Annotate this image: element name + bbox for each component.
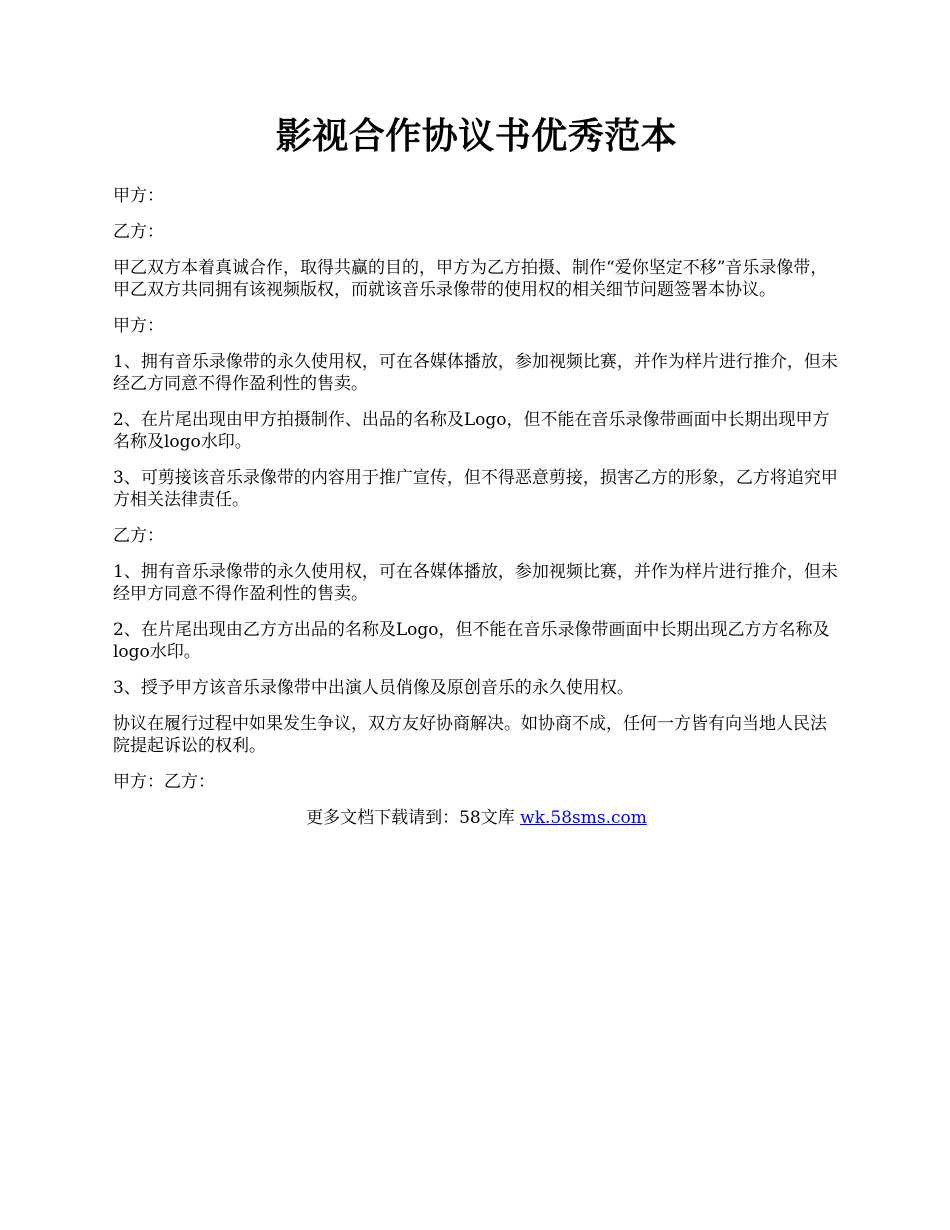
document-title: 影视合作协议书优秀范本 xyxy=(275,115,678,157)
party-b-clause-3: 3、授予甲方该音乐录像带中出演人员俏像及原创音乐的永久使用权。 xyxy=(113,678,634,698)
signature-line: 甲方：乙方： xyxy=(113,772,215,792)
party-a-section-heading: 甲方： xyxy=(113,316,164,336)
document-page xyxy=(113,112,840,829)
download-footer xyxy=(113,807,840,829)
party-a-clause-1: 1、拥有音乐录像带的永久使用权，可在各媒体播放，参加视频比赛，并作为样片进行推介，但未经乙方同意不得作盈利性的售卖。 xyxy=(113,352,838,394)
party-b-section-heading: 乙方： xyxy=(113,526,164,546)
intro-paragraph: 甲乙双方本着真诚合作，取得共赢的目的，甲方为乙方拍摄、制作“爱你坚定不移”音乐录像带，甲乙双方共同拥有该视频版权，而就该音乐录像带的使用权的相关细节问题签署本协议。 xyxy=(113,258,828,300)
footer-link[interactable]: wk.58sms.com xyxy=(520,808,647,828)
party-a-clause-2: 2、在片尾出现由甲方拍摄制作、出品的名称及Logo，但不能在音乐录像带画面中长期出现甲方名称及logo水印。 xyxy=(113,410,830,452)
party-b-label: 乙方： xyxy=(113,222,164,242)
party-a-label: 甲方： xyxy=(113,186,164,206)
party-b-clause-2: 2、在片尾出现由乙方方出品的名称及Logo，但不能在音乐录像带画面中长期出现乙方方名称及logo水印。 xyxy=(113,620,830,662)
party-a-clause-3: 3、可剪接该音乐录像带的内容用于推广宣传，但不得恶意剪接，损害乙方的形象，乙方将追究甲方相关法律责任。 xyxy=(113,468,838,510)
footer-prefix-text: 更多文档下载请到：58文库 xyxy=(306,808,521,828)
party-b-clause-1: 1、拥有音乐录像带的永久使用权，可在各媒体播放，参加视频比赛，并作为样片进行推介，但未经甲方同意不得作盈利性的售卖。 xyxy=(113,562,838,604)
dispute-clause: 协议在履行过程中如果发生争议，双方友好协商解决。如协商不成，任何一方皆有向当地人民法院提起诉讼的权利。 xyxy=(113,714,827,756)
